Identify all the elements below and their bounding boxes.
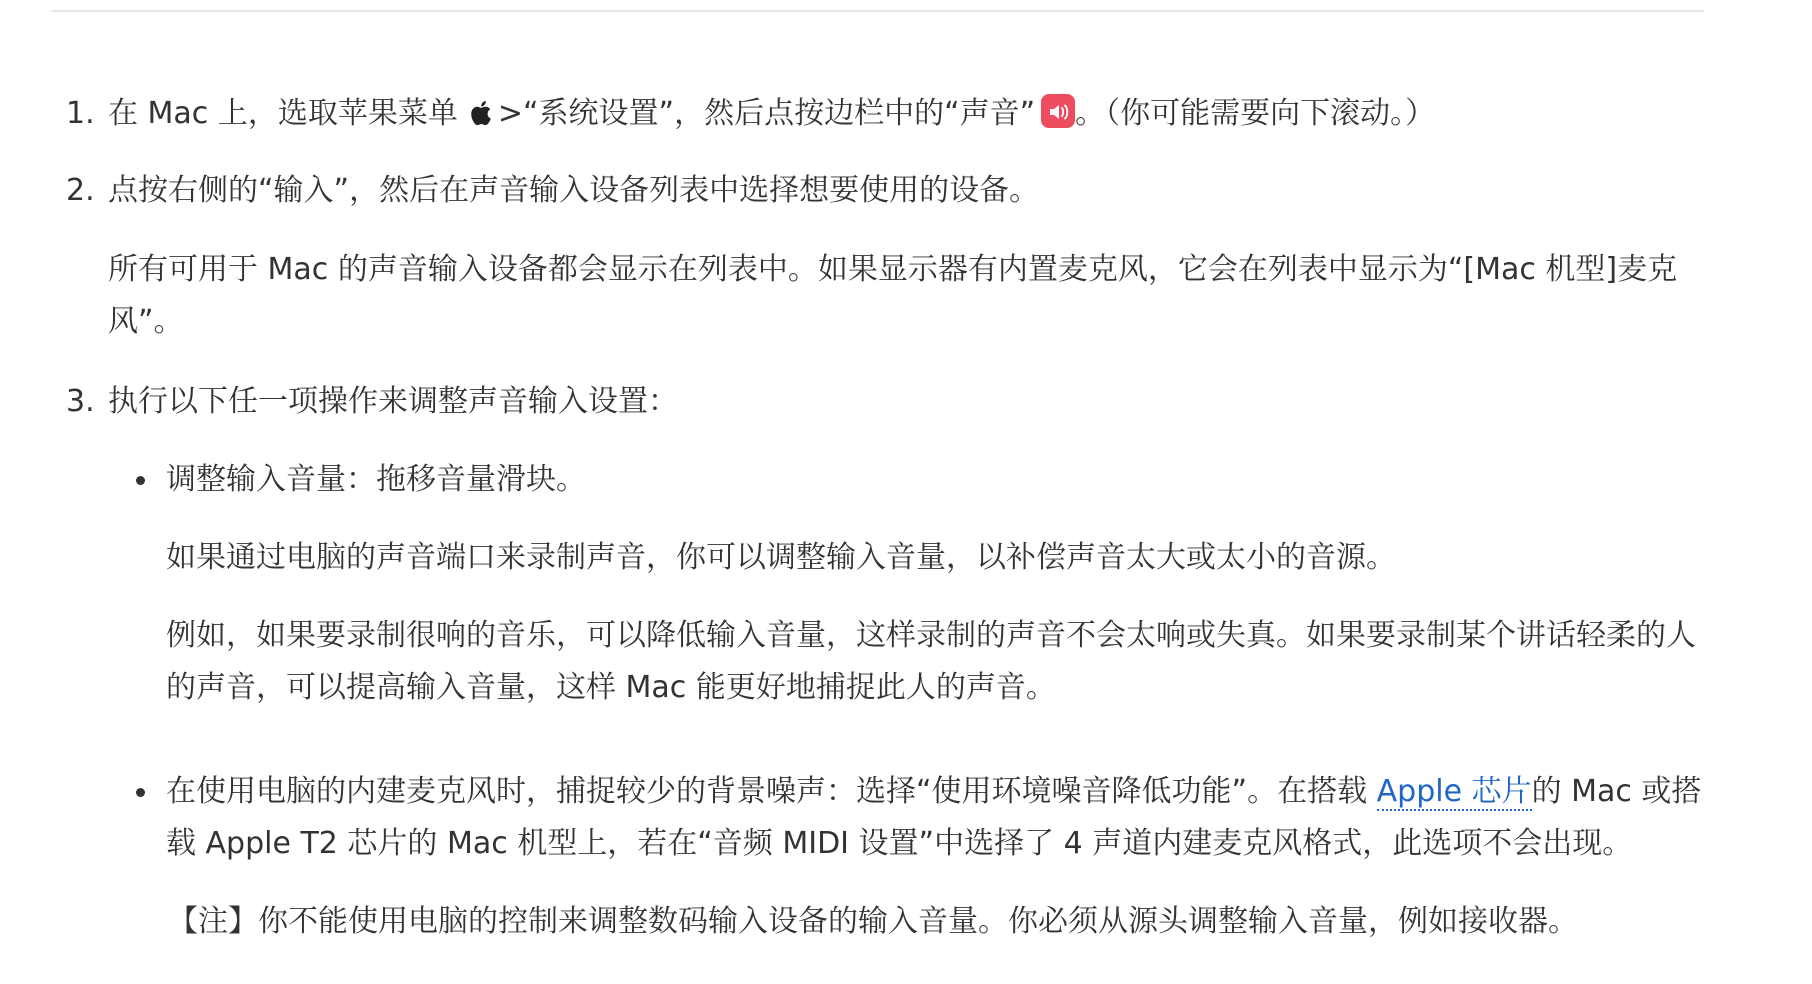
top-divider	[52, 10, 1704, 12]
note-text: 【注】你不能使用电脑的控制来调整数码输入设备的输入音量。你必须从源头调整输入音量，例如接收器。	[168, 904, 1578, 939]
apple-silicon-link[interactable]: Apple 芯片	[1376, 774, 1532, 809]
step-2-text: 点按右侧的“输入”，然后在声音输入设备列表中选择想要使用的设备。	[108, 173, 1040, 208]
bullet-noise-reduction	[136, 766, 1702, 870]
bullet-text	[166, 766, 1706, 870]
step-number: 2.	[66, 173, 95, 208]
step-1-text-part3: 。（你可能需要向下滚动。）	[1075, 96, 1436, 131]
bullet-text: 调整输入音量：拖移音量滑块。	[166, 462, 586, 497]
apple-logo-icon	[468, 92, 492, 144]
step-1-text-part2: >“系统设置”，然后点按边栏中的“声音”	[497, 96, 1036, 131]
bullet-dot	[136, 788, 145, 797]
step-number: 1.	[66, 96, 95, 131]
bullet-2-text-part2: 的 Mac 或搭载 Apple T2 芯片的 Mac 机型上，若在“音频 MIDI 设置”中选择了 4 声道内建麦克风格式，此选项不会出现。	[166, 774, 1702, 861]
speaker-icon	[1041, 94, 1075, 128]
bullet-adjust-volume	[136, 454, 1696, 506]
bullet-1-paragraph-1: 如果通过电脑的声音端口来录制声音，你可以调整输入音量，以补偿声音太大或太小的音源。	[166, 540, 1396, 575]
bullet-2-text-part1: 在使用电脑的内建麦克风时，捕捉较少的背景噪声：选择“使用环境噪音降低功能”。在搭载	[166, 774, 1377, 809]
step-2	[66, 165, 1706, 217]
step-1-text-part1: 在 Mac 上，选取苹果菜单	[108, 96, 458, 131]
step-1-text	[108, 96, 1435, 131]
bullet-dot	[136, 476, 145, 485]
step-2-note: 所有可用于 Mac 的声音输入设备都会显示在列表中。如果显示器有内置麦克风，它会在列表中显示为“[Mac 机型]麦克风”。	[108, 252, 1678, 339]
step-number: 3.	[66, 384, 95, 419]
step-1	[66, 88, 1706, 144]
bullet-1-paragraph-2: 例如，如果要录制很响的音乐，可以降低输入音量，这样录制的声音不会太响或失真。如果要录制某个讲话轻柔的人的声音，可以提高输入音量，这样 Mac 能更好地捕捉此人的声音。	[166, 618, 1696, 705]
step-3-text: 执行以下任一项操作来调整声音输入设置：	[108, 384, 678, 419]
step-3	[66, 376, 1706, 428]
